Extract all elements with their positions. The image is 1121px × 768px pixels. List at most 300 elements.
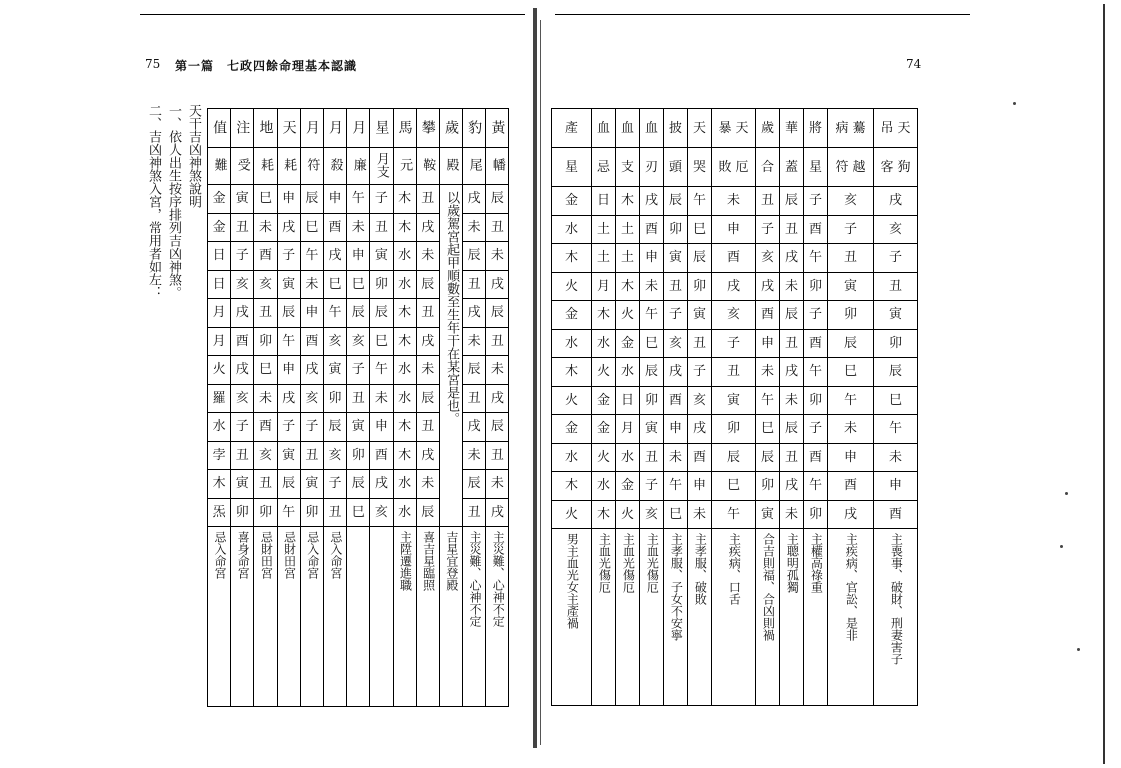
table-cell: 戌 (323, 242, 346, 271)
table-cell: 日 (208, 242, 231, 271)
right-page-number: 74 (906, 57, 922, 71)
table-cell: 卯 (347, 441, 370, 470)
column-note (592, 529, 616, 706)
table-cell: 亥 (664, 329, 688, 358)
table-cell: 丑 (874, 272, 918, 301)
col-header-top (277, 109, 300, 148)
table-cell: 土 (592, 244, 616, 273)
table-cell: 辰 (486, 185, 509, 214)
table-cell: 申 (347, 242, 370, 271)
table-cell: 午 (277, 498, 300, 527)
col-header-bottom-text: 符 (304, 158, 320, 171)
col-header-bottom-text: 殿 (443, 158, 459, 171)
table-cell: 丑 (463, 384, 486, 413)
col-header-bottom (780, 148, 804, 187)
col-header-bottom (439, 148, 462, 185)
table-cell: 木 (393, 441, 416, 470)
note-row (552, 529, 918, 706)
table-cell: 寅 (756, 500, 780, 529)
table-cell: 火 (616, 500, 640, 529)
table-row (552, 443, 918, 472)
column-note-text: 吉星宜登殿 (444, 531, 459, 591)
table-cell: 日 (592, 187, 616, 216)
column-note (486, 527, 509, 707)
table-cell: 寅 (231, 185, 254, 214)
header-pair (616, 122, 639, 135)
table-cell: 子 (804, 415, 828, 444)
table-row (208, 242, 509, 271)
col-header-top-text: 天 (280, 119, 297, 134)
header-char: 病 (835, 120, 849, 136)
table-cell: 辰 (712, 443, 756, 472)
table-cell: 辰 (300, 185, 323, 214)
table-cell: 子 (874, 244, 918, 273)
table-cell: 木 (616, 272, 640, 301)
section-item-1-text: 一、依人出生按序排列吉凶神煞。 (165, 104, 181, 299)
table-cell: 戌 (780, 472, 804, 501)
table-cell: 辰 (416, 270, 439, 299)
header-char: 頭 (668, 159, 682, 175)
column-note (463, 527, 486, 707)
table-cell: 巳 (254, 356, 277, 385)
header-char: 越 (852, 159, 866, 175)
col-header-bottom (592, 148, 616, 187)
table-cell: 丑 (370, 213, 393, 242)
table-cell: 水 (208, 413, 231, 442)
table-cell: 亥 (370, 498, 393, 527)
table-cell: 辰 (347, 470, 370, 499)
table-cell: 丑 (416, 413, 439, 442)
col-header-top-text: 注 (234, 119, 251, 134)
table-cell: 丑 (300, 441, 323, 470)
header-row-2 (208, 148, 509, 185)
table-cell: 木 (393, 299, 416, 328)
table-cell: 亥 (640, 500, 664, 529)
header-row-1 (552, 109, 918, 148)
table-cell: 戌 (277, 384, 300, 413)
header-row-2 (552, 148, 918, 187)
table-cell: 巳 (756, 415, 780, 444)
table-cell: 亥 (300, 384, 323, 413)
right-table-wrap (551, 108, 918, 706)
table-cell: 辰 (664, 187, 688, 216)
table-cell: 未 (688, 500, 712, 529)
table-cell: 戌 (688, 415, 712, 444)
table-row (552, 187, 918, 216)
column-note-text: 主疾病、官訟、是非 (844, 533, 859, 641)
table-cell: 戌 (463, 413, 486, 442)
table-cell: 水 (616, 443, 640, 472)
table-cell: 巳 (254, 185, 277, 214)
table-cell: 丑 (463, 498, 486, 527)
table-cell: 卯 (664, 215, 688, 244)
header-char: 星 (808, 159, 822, 175)
table-cell: 金 (616, 329, 640, 358)
col-header-top (616, 109, 640, 148)
col-header-bottom (688, 148, 712, 187)
table-cell: 寅 (231, 470, 254, 499)
col-header-top (592, 109, 616, 148)
column-note-text: 合吉則福、合凶則禍 (761, 533, 776, 641)
header-char: 合 (760, 159, 774, 175)
table-cell: 土 (592, 215, 616, 244)
table-row (552, 415, 918, 444)
table-cell: 木 (393, 327, 416, 356)
table-row (208, 213, 509, 242)
table-cell: 火 (552, 386, 592, 415)
table-cell: 火 (616, 301, 640, 330)
table-cell: 未 (828, 415, 874, 444)
table-cell: 木 (393, 185, 416, 214)
table-cell: 寅 (277, 441, 300, 470)
table-cell: 申 (370, 413, 393, 442)
col-header-bottom (640, 148, 664, 187)
col-header-top (393, 109, 416, 148)
table-row (208, 413, 509, 442)
top-rule-left (140, 14, 525, 15)
column-note (231, 527, 254, 707)
table-cell: 丑 (640, 443, 664, 472)
table-cell: 卯 (323, 384, 346, 413)
table-cell: 水 (552, 329, 592, 358)
col-header-top-text: 地 (257, 119, 274, 134)
column-note-text: 主權高祿重 (809, 533, 824, 593)
col-header-bottom-text: 尾 (466, 158, 482, 171)
table-cell: 辰 (780, 301, 804, 330)
table-cell: 寅 (712, 386, 756, 415)
table-cell: 卯 (756, 472, 780, 501)
table-cell: 辰 (416, 384, 439, 413)
table-cell: 戌 (712, 272, 756, 301)
table-cell: 日 (208, 270, 231, 299)
table-cell: 未 (486, 242, 509, 271)
column-note (712, 529, 756, 706)
col-header-bottom (416, 148, 439, 185)
merged-note-text: 以歲駕宮起甲順數至生年干在某宮是也。 (444, 191, 460, 425)
table-cell: 木 (592, 500, 616, 529)
table-cell: 巳 (347, 270, 370, 299)
header-pair (592, 161, 615, 174)
table-row (208, 327, 509, 356)
column-note-text: 忌入命宮 (305, 531, 320, 579)
page-edge (1103, 4, 1105, 764)
table-cell: 木 (393, 413, 416, 442)
header-char: 華 (784, 120, 798, 136)
col-header-bottom-text: 幡 (489, 158, 505, 171)
table-cell: 午 (300, 242, 323, 271)
header-pair (756, 122, 779, 135)
table-cell: 未 (712, 187, 756, 216)
table-cell: 午 (640, 301, 664, 330)
column-note-text: 主孝服、子女不安寧 (669, 533, 684, 641)
table-row (208, 441, 509, 470)
table-cell: 子 (804, 301, 828, 330)
header-char: 符 (835, 159, 849, 175)
table-cell: 孛 (208, 441, 231, 470)
table-cell: 亥 (254, 441, 277, 470)
table-cell: 寅 (664, 244, 688, 273)
table-cell: 午 (804, 472, 828, 501)
column-note (393, 527, 416, 707)
table-cell: 酉 (712, 244, 756, 273)
table-cell: 木 (616, 187, 640, 216)
table-cell: 辰 (828, 329, 874, 358)
table-cell: 戌 (486, 270, 509, 299)
table-cell: 未 (463, 213, 486, 242)
header-pair (780, 122, 803, 135)
table-cell: 丑 (756, 187, 780, 216)
table-cell: 丑 (416, 299, 439, 328)
table-cell: 丑 (780, 443, 804, 472)
table-cell: 丑 (664, 272, 688, 301)
table-cell: 未 (486, 470, 509, 499)
table-cell: 丑 (231, 213, 254, 242)
col-header-top (688, 109, 712, 148)
left-page-number: 75 (145, 57, 161, 71)
table-cell: 辰 (640, 358, 664, 387)
table-cell: 戌 (231, 356, 254, 385)
table-cell: 午 (370, 356, 393, 385)
table-cell: 子 (640, 472, 664, 501)
col-header-bottom-text: 鞍 (420, 158, 436, 171)
table-cell: 午 (688, 187, 712, 216)
table-cell: 木 (552, 244, 592, 273)
col-header-top (486, 109, 509, 148)
table-cell: 子 (347, 356, 370, 385)
table-cell: 子 (370, 185, 393, 214)
col-header-top (664, 109, 688, 148)
col-header-bottom (552, 148, 592, 187)
col-header-top-text: 月 (303, 119, 320, 134)
header-char: 哭 (692, 159, 706, 175)
col-header-bottom (254, 148, 277, 185)
header-pair (804, 122, 827, 135)
table-cell: 辰 (370, 299, 393, 328)
table-cell: 土 (616, 244, 640, 273)
column-note (828, 529, 874, 706)
table-cell: 戌 (640, 187, 664, 216)
column-note (439, 527, 462, 707)
table-cell: 申 (756, 329, 780, 358)
table-cell: 戌 (486, 498, 509, 527)
table-cell: 子 (664, 301, 688, 330)
table-cell: 水 (616, 358, 640, 387)
table-cell: 酉 (370, 441, 393, 470)
header-pair (828, 161, 873, 174)
column-note (370, 527, 393, 707)
table-cell: 巳 (828, 358, 874, 387)
col-header-top-text: 星 (373, 119, 390, 134)
running-head: 第一篇 七政四餘命理基本認識 (175, 59, 358, 73)
table-cell: 寅 (688, 301, 712, 330)
table-cell: 卯 (231, 498, 254, 527)
table-cell: 戌 (828, 500, 874, 529)
table-cell: 戌 (780, 244, 804, 273)
table-cell: 寅 (640, 415, 664, 444)
column-note (756, 529, 780, 706)
table-cell: 午 (828, 386, 874, 415)
table-cell: 子 (756, 215, 780, 244)
table-cell: 金 (616, 472, 640, 501)
col-header-bottom (712, 148, 756, 187)
header-char: 支 (620, 159, 634, 175)
book-gutter (533, 8, 537, 748)
col-header-bottom (277, 148, 300, 185)
column-note (254, 527, 277, 707)
table-cell: 丑 (828, 244, 874, 273)
table-cell: 卯 (254, 327, 277, 356)
table-cell: 丑 (688, 329, 712, 358)
section-title (185, 104, 200, 212)
col-header-bottom (347, 148, 370, 185)
table-cell: 木 (393, 213, 416, 242)
table-row (208, 356, 509, 385)
table-cell: 申 (664, 415, 688, 444)
header-char: 暴 (718, 120, 732, 136)
table-cell: 卯 (688, 272, 712, 301)
table-cell: 子 (828, 215, 874, 244)
table-row (208, 185, 509, 214)
header-pair (664, 161, 687, 174)
header-pair (640, 122, 663, 135)
table-cell: 木 (552, 472, 592, 501)
col-header-bottom (874, 148, 918, 187)
table-cell: 子 (688, 358, 712, 387)
table-cell: 辰 (277, 299, 300, 328)
table-cell: 戌 (463, 299, 486, 328)
column-note-text: 喜身命宮 (236, 531, 251, 579)
table-cell: 丑 (254, 470, 277, 499)
column-note-text: 主血光傷厄 (621, 533, 636, 593)
table-row (208, 270, 509, 299)
table-cell: 戌 (780, 358, 804, 387)
col-header-top-text: 月 (327, 119, 344, 134)
table-cell: 土 (616, 215, 640, 244)
table-cell: 戌 (463, 185, 486, 214)
table-cell: 亥 (231, 384, 254, 413)
table-cell: 酉 (323, 213, 346, 242)
table-cell: 亥 (688, 386, 712, 415)
table-cell: 未 (347, 213, 370, 242)
col-header-bottom-text: 耗 (281, 158, 297, 171)
table-cell: 丑 (231, 441, 254, 470)
table-cell: 未 (416, 356, 439, 385)
table-cell: 火 (208, 356, 231, 385)
column-note-text: 忌入命宮 (328, 531, 343, 579)
table-cell: 未 (756, 358, 780, 387)
col-header-top (463, 109, 486, 148)
header-pair (712, 122, 755, 135)
table-cell: 亥 (874, 215, 918, 244)
col-header-bottom (208, 148, 231, 185)
table-cell: 子 (231, 242, 254, 271)
col-header-top-text: 馬 (396, 119, 413, 134)
table-cell: 辰 (416, 498, 439, 527)
col-header-bottom (393, 148, 416, 185)
table-cell: 巳 (323, 270, 346, 299)
table-cell: 申 (874, 472, 918, 501)
section-title-text: 天干吉凶神煞說明 (185, 104, 201, 208)
col-header-bottom (616, 148, 640, 187)
table-row (552, 500, 918, 529)
table-cell: 木 (552, 358, 592, 387)
column-note-text: 主疾病、口舌 (727, 533, 742, 605)
col-header-top (439, 109, 462, 148)
col-header-top-text: 豹 (466, 119, 483, 134)
table-cell: 子 (323, 470, 346, 499)
table-cell: 午 (804, 358, 828, 387)
header-pair (780, 161, 803, 174)
table-cell: 未 (416, 242, 439, 271)
table-cell: 未 (780, 500, 804, 529)
table-cell: 月 (208, 327, 231, 356)
col-header-bottom (486, 148, 509, 185)
table-cell: 巳 (664, 500, 688, 529)
column-note (323, 527, 346, 707)
table-cell: 酉 (231, 327, 254, 356)
table-cell: 酉 (756, 301, 780, 330)
table-cell: 戌 (416, 213, 439, 242)
col-header-bottom (664, 148, 688, 187)
table-cell: 寅 (828, 272, 874, 301)
header-char: 刃 (644, 159, 658, 175)
col-header-top-text: 歲 (442, 119, 459, 134)
table-cell: 酉 (828, 472, 874, 501)
table-cell: 水 (592, 472, 616, 501)
table-cell: 丑 (323, 498, 346, 527)
table-cell: 子 (712, 329, 756, 358)
header-pair (828, 122, 873, 135)
table-cell: 丑 (347, 384, 370, 413)
col-header-top (756, 109, 780, 148)
table-cell: 火 (552, 272, 592, 301)
header-pair (552, 122, 591, 135)
table-cell: 木 (592, 301, 616, 330)
column-note-text: 主喪事、破財、刑妻害子 (889, 533, 904, 665)
header-char: 將 (808, 120, 822, 136)
table-cell: 申 (640, 244, 664, 273)
table-cell: 月 (616, 415, 640, 444)
col-header-top (640, 109, 664, 148)
table-cell: 申 (688, 472, 712, 501)
table-cell: 辰 (756, 443, 780, 472)
table-cell: 丑 (463, 270, 486, 299)
col-header-bottom-text: 殺 (327, 158, 343, 171)
col-header-bottom (463, 148, 486, 185)
table-row (552, 215, 918, 244)
table-cell: 巳 (347, 498, 370, 527)
section-item-1 (165, 104, 180, 303)
table-cell: 水 (592, 329, 616, 358)
header-char: 吊 (880, 120, 894, 136)
table-cell: 酉 (874, 500, 918, 529)
col-header-bottom (804, 148, 828, 187)
table-cell: 亥 (347, 327, 370, 356)
table-cell: 午 (347, 185, 370, 214)
header-pair (664, 122, 687, 135)
table-cell: 巳 (370, 327, 393, 356)
table-cell: 未 (254, 213, 277, 242)
table-cell: 丑 (486, 441, 509, 470)
table-cell: 水 (393, 270, 416, 299)
table-cell: 寅 (347, 413, 370, 442)
column-note (552, 529, 592, 706)
table-cell: 巳 (300, 213, 323, 242)
table-cell: 亥 (231, 270, 254, 299)
table-cell: 戌 (756, 272, 780, 301)
table-cell: 炁 (208, 498, 231, 527)
table-cell: 巳 (712, 472, 756, 501)
